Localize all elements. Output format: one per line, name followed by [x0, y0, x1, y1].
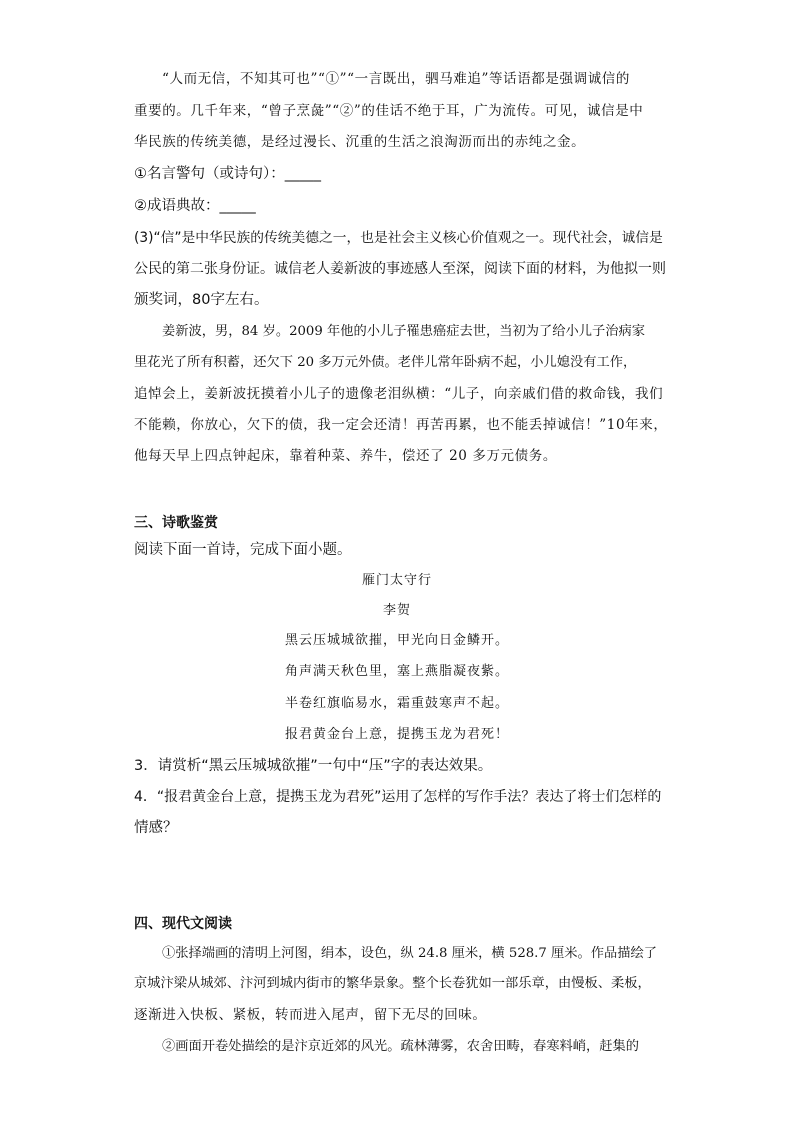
para-line: 重要的。几千年来，“曾子烹彘”“②”的佳话不绝于耳，广为流传。可见，诚信是中 — [134, 103, 644, 119]
question-3: 3．请赏析“黑云压城城欲摧”一句中“压”字的表达效果。 — [134, 758, 493, 774]
reading-line: 京城汴梁从城郊、汴河到城内街市的繁华景象。整个长卷犹如一部乐章，由慢板、柔板， — [134, 976, 651, 991]
poem-title: 雁门太守行 — [361, 573, 432, 588]
question-line: (3)“信”是中华民族的传统美德之一，也是社会主义核心价值观之一。现代社会，诚信是 — [134, 230, 663, 246]
reading-line: ②画面开卷处描绘的是汴京近郊的风光。疏林薄雾，农舍田畴，春寒料峭，赶集的 — [162, 1039, 640, 1054]
material-line: 姜新波，男，84 岁。2009 年他的小儿子罹患癌症去世，当初为了给小儿子治病家 — [162, 324, 646, 339]
blank-item-idiom: ②成语典故：_____ — [134, 198, 256, 214]
poem-line: 黑云压城城欲摧，甲光向日金鳞开。 — [284, 633, 509, 648]
material-line: 追悼会上，姜新波抚摸着小儿子的遗像老泪纵横：“儿子，向亲戚们借的救命钱，我们 — [134, 386, 664, 402]
section-heading: 三、诗歌鉴赏 — [134, 515, 218, 531]
question-line: 颁奖词，80字左右。 — [134, 292, 269, 308]
poem-author: 李贺 — [382, 603, 411, 618]
blank-item-quote: ①名言警句（或诗句）：_____ — [134, 166, 321, 182]
poem-line: 半卷红旗临易水，霜重鼓寒声不起。 — [284, 696, 509, 711]
poem-line: 角声满天秋色里，塞上燕脂凝夜紫。 — [284, 664, 509, 679]
section-heading: 四、现代文阅读 — [134, 916, 232, 932]
question-4-line: 4．“报君黄金台上意，提携玉龙为君死”运用了怎样的写作手法？表达了将士们怎样的 — [134, 789, 662, 805]
poem-line: 报君黄金台上意，提携玉龙为君死！ — [284, 727, 509, 742]
section-intro: 阅读下面一首诗，完成下面小题。 — [134, 542, 352, 558]
material-line: 不能赖，你放心，欠下的债，我一定会还清！再苦再累，也不能丢掉诚信！”10年来， — [134, 417, 668, 433]
material-line: 里花光了所有积蓄，还欠下 20 多万元外债。老伴儿常年卧病不起，小儿媳没有工作， — [134, 355, 637, 370]
para-line: “人而无信，不知其可也”“①”“一言既出，驷马难追”等话语都是强调诚信的 — [162, 71, 631, 87]
question-line: 公民的第二张身份证。诚信老人姜新波的事迹感人至深，阅读下面的材料，为他拟一则 — [134, 261, 666, 277]
material-line: 他每天早上四点钟起床，靠着种菜、养牛，偿还了 20 多万元债务。 — [134, 448, 557, 464]
question-4-line: 情感？ — [134, 820, 178, 836]
reading-line: ①张择端画的清明上河图，绢本，设色，纵 24.8 厘米，横 528.7 厘米。作品描绘了 — [162, 946, 658, 961]
para-line: 华民族的传统美德，是经过漫长、沉重的生活之浪淘沥而出的赤纯之金。 — [134, 134, 586, 150]
reading-line: 逐渐进入快板、紧板，转而进入尾声，留下无尽的回味。 — [134, 1007, 487, 1023]
